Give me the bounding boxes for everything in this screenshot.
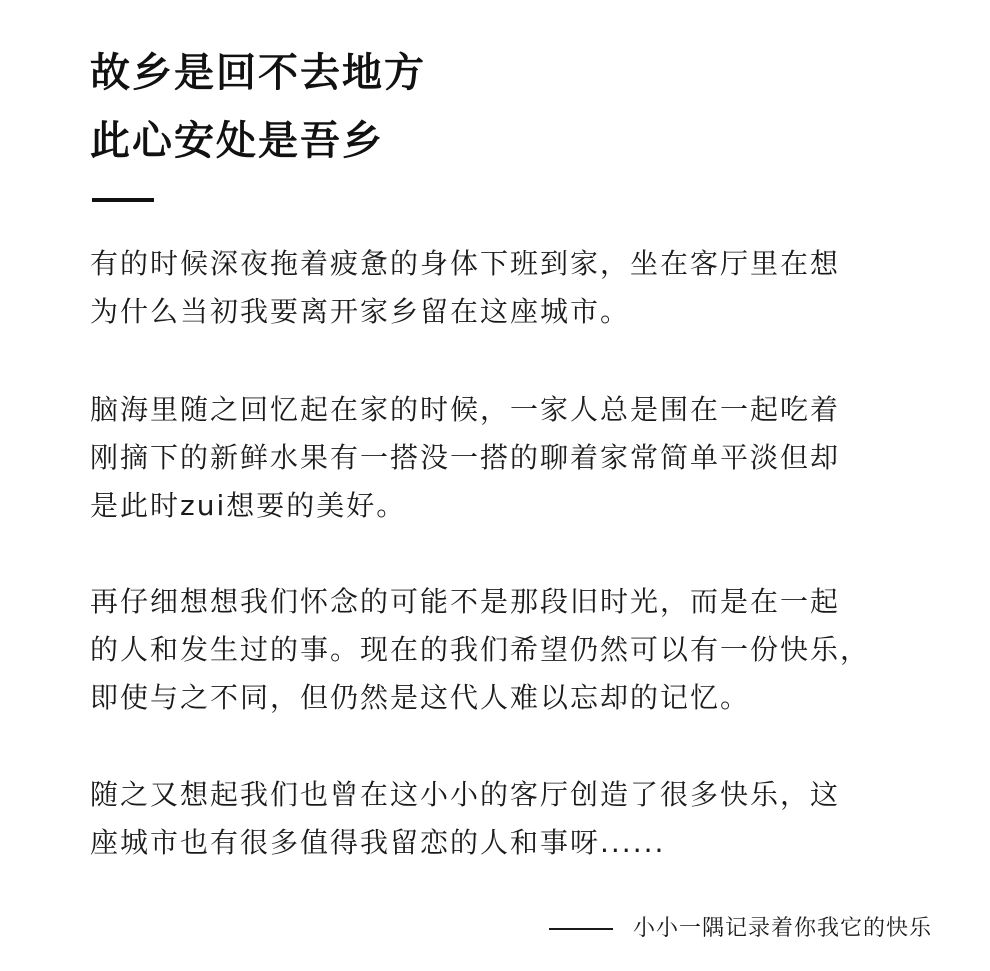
signature-dash xyxy=(549,928,613,930)
title-divider xyxy=(92,198,154,202)
paragraph-line: 刚摘下的新鲜水果有一搭没一搭的聊着家常简单平淡但却 xyxy=(90,441,841,474)
paragraph-line: 的人和发生过的事。现在的我们希望仍然可以有一份快乐， xyxy=(90,633,871,666)
paragraph-line: 有的时候深夜拖着疲惫的身体下班到家，坐在客厅里在想 xyxy=(90,247,841,280)
paragraph-line: 再仔细想想我们怀念的可能不是那段旧时光，而是在一起 xyxy=(90,585,841,618)
article-title-line-2: 此心安处是吾乡 xyxy=(90,118,384,164)
signature xyxy=(549,918,932,940)
paragraph-line: 是此时zui想要的美好。 xyxy=(90,489,407,522)
article-title-line-1: 故乡是回不去地方 xyxy=(90,50,426,96)
paragraph-3 xyxy=(90,578,960,722)
paragraph-line: 脑海里随之回忆起在家的时候，一家人总是围在一起吃着 xyxy=(90,393,841,426)
paragraph-4 xyxy=(90,771,960,867)
paragraph-2 xyxy=(90,386,960,530)
paragraph-1 xyxy=(90,240,960,336)
signature-text: 小小一隅记录着你我它的快乐 xyxy=(632,916,932,941)
paragraph-line: 随之又想起我们也曾在这小小的客厅创造了很多快乐，这 xyxy=(90,778,841,811)
paragraph-line: 为什么当初我要离开家乡留在这座城市。 xyxy=(90,295,631,328)
paragraph-line: 座城市也有很多值得我留恋的人和事呀...... xyxy=(90,826,666,859)
paragraph-line: 即使与之不同，但仍然是这代人难以忘却的记忆。 xyxy=(90,681,751,714)
